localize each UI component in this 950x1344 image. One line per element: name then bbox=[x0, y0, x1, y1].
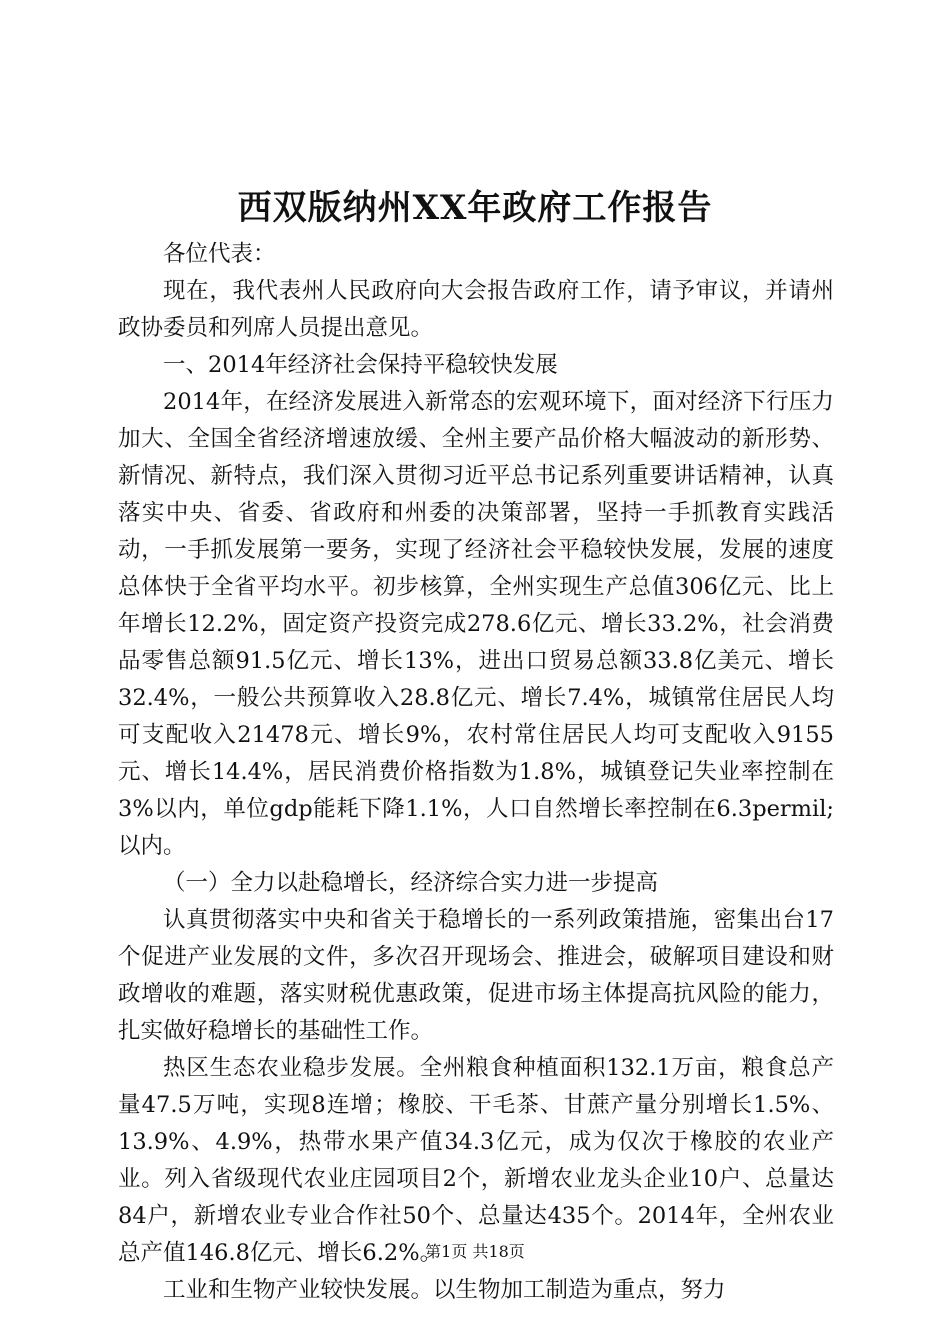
paragraph-intro: 现在，我代表州人民政府向大会报告政府工作，请予审议，并请州政协委员和列席人员提出意见。 bbox=[118, 278, 834, 341]
paragraph-agriculture: 热区生态农业稳步发展。全州粮食种植面积132.1万亩，粮食总产量47.5万吨，实现8连增；橡胶、干毛茶、甘蔗产量分别增长1.5%、13.9%、4.9%，热带水果产值34.3亿元，成为仅次于橡胶的农业产业。列入省级现代农业庄园项目2个，新增农业龙头企业10户、总量达84户，新增农业专业合作社50个、总量达435个。2014年，全州农业总产值146.8亿元、增长6.2%。 bbox=[118, 1055, 834, 1266]
paragraph-policy: 认真贯彻落实中央和省关于稳增长的一系列政策措施，密集出台17个促进产业发展的文件，多次召开现场会、推进会，破解项目建设和财政增收的难题，落实财税优惠政策，促进市场主体提高抗风险的能力，扎实做好稳增长的基础性工作。 bbox=[118, 907, 834, 1044]
paragraph-industry: 工业和生物产业较快发展。以生物加工制造为重点，努力 bbox=[163, 1277, 726, 1303]
subsection-heading-1: （一）全力以赴稳增长，经济综合实力进一步提高 bbox=[163, 870, 659, 896]
document-body bbox=[118, 236, 834, 1309]
section-heading-1: 一、2014年经济社会保持平稳较快发展 bbox=[163, 352, 558, 378]
page-footer: 第1页 共18页 bbox=[425, 1242, 525, 1261]
document-title: 西双版纳州XX年政府工作报告 bbox=[237, 188, 713, 228]
salutation: 各位代表： bbox=[163, 241, 276, 267]
paragraph-summary: 2014年，在经济发展进入新常态的宏观环境下，面对经济下行压力加大、全国全省经济增速放缓、全州主要产品价格大幅波动的新形势、新情况、新特点，我们深入贯彻习近平总书记系列重要讲话精神，认真落实中央、省委、省政府和州委的决策部署，坚持一手抓教育实践活动，一手抓发展第一要务，实现了经济社会平稳较快发展，发展的速度总体快于全省平均水平。初步核算，全州实现生产总值306亿元、比上年增长12.2%，固定资产投资完成278.6亿元、增长33.2%，社会消费品零售总额91.5亿元、增长13%，进出口贸易总额33.8亿美元、增长32.4%，一般公共预算收入28.8亿元、增长7.4%，城镇常住居民人均可支配收入21478元、增长9%，农村常住居民人均可支配收入9155元、增长14.4%，居民消费价格指数为1.8%，城镇登记失业率控制在3%以内，单位gdp能耗下降1.1%，人口自然增长率控制在6.3permil;以内。 bbox=[118, 389, 834, 859]
